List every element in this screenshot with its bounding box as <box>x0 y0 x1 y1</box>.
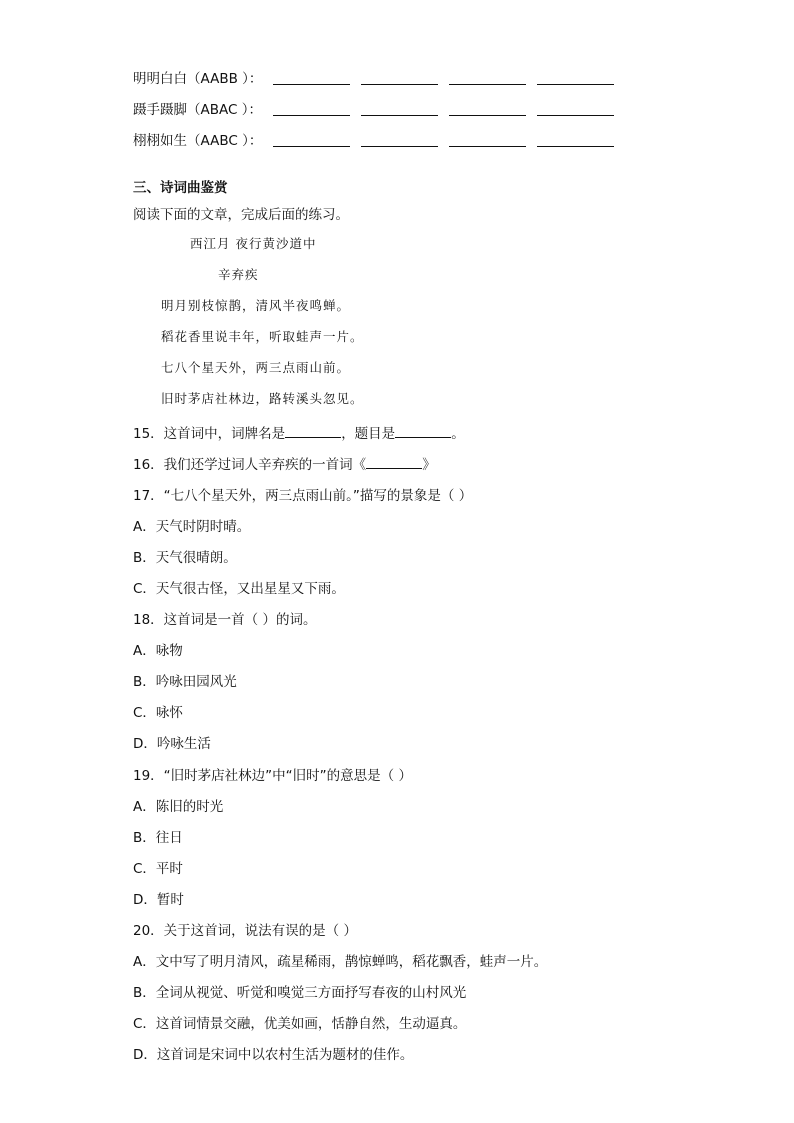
option-b[interactable]: B．往日 <box>133 830 183 846</box>
option-d[interactable]: D．吟咏生活 <box>133 736 211 752</box>
option-c[interactable]: C．咏怀 <box>133 705 183 721</box>
question-15 <box>133 422 465 442</box>
answer-blank[interactable] <box>449 132 526 147</box>
poem-line: 稻花香里说丰年，听取蛙声一片。 <box>161 329 364 344</box>
question-19-stem: 19．“旧时茅店社林边”中“旧时”的意思是（ ） <box>133 768 412 784</box>
answer-blank[interactable] <box>361 101 438 116</box>
q15-text-c: 。 <box>451 426 465 442</box>
answer-blank[interactable] <box>537 132 614 147</box>
answer-blank[interactable] <box>449 70 526 85</box>
fill-label-aabc: 栩栩如生（AABC ）： <box>133 133 263 149</box>
answer-blank[interactable] <box>273 132 350 147</box>
answer-blank[interactable] <box>537 101 614 116</box>
answer-blank[interactable] <box>395 424 451 438</box>
q16-text-a: 16．我们还学过词人辛弃疾的一首词《 <box>133 457 367 473</box>
option-b[interactable]: B．天气很晴朗。 <box>133 550 237 566</box>
answer-blank[interactable] <box>361 70 438 85</box>
poem-line: 明月别枝惊鹊，清风半夜鸣蝉。 <box>161 298 351 313</box>
poem-line: 七八个星天外，两三点雨山前。 <box>161 360 351 375</box>
answer-blank[interactable] <box>366 455 422 469</box>
fill-row-aabb <box>133 67 625 87</box>
fill-label-aabb: 明明白白（AABB ）： <box>133 71 263 87</box>
poem-author: 辛弃疾 <box>218 267 259 282</box>
answer-blank[interactable] <box>285 424 341 438</box>
option-c[interactable]: C．这首词情景交融，优美如画，恬静自然，生动逼真。 <box>133 1016 467 1032</box>
option-c[interactable]: C．平时 <box>133 861 183 877</box>
question-16 <box>133 453 436 473</box>
answer-blank[interactable] <box>449 101 526 116</box>
fill-row-abac <box>133 98 625 118</box>
q15-text-a: 15．这首词中，词牌名是 <box>133 426 286 442</box>
option-c[interactable]: C．天气很古怪，又出星星又下雨。 <box>133 581 345 597</box>
instruction-text: 阅读下面的文章，完成后面的练习。 <box>133 207 349 223</box>
question-20-stem: 20．关于这首词，说法有误的是（ ） <box>133 923 357 939</box>
option-b[interactable]: B．全词从视觉、听觉和嗅觉三方面抒写春夜的山村风光 <box>133 985 467 1001</box>
fill-label-abac: 蹑手蹑脚（ABAC ）： <box>133 102 262 118</box>
q15-text-b: ，题目是 <box>341 426 396 442</box>
question-17-stem: 17．“七八个星天外，两三点雨山前。”描写的景象是（ ） <box>133 488 473 504</box>
answer-blank[interactable] <box>361 132 438 147</box>
option-b[interactable]: B．吟咏田园风光 <box>133 674 237 690</box>
answer-blank[interactable] <box>273 70 350 85</box>
option-a[interactable]: A．陈旧的时光 <box>133 799 224 815</box>
option-d[interactable]: D．暂时 <box>133 892 184 908</box>
question-18-stem: 18．这首词是一首（ ）的词。 <box>133 612 317 628</box>
fill-row-aabc <box>133 129 625 149</box>
poem-title: 西江月 夜行黄沙道中 <box>190 236 317 251</box>
option-a[interactable]: A．文中写了明月清风，疏星稀雨，鹊惊蝉鸣，稻花飘香，蛙声一片。 <box>133 954 548 970</box>
option-a[interactable]: A．天气时阴时晴。 <box>133 519 251 535</box>
option-d[interactable]: D．这首词是宋词中以农村生活为题材的佳作。 <box>133 1047 414 1063</box>
answer-blank[interactable] <box>537 70 614 85</box>
section-title: 三、诗词曲鉴赏 <box>133 180 228 196</box>
option-a[interactable]: A．咏物 <box>133 643 183 659</box>
q16-text-b: 》 <box>422 457 436 473</box>
poem-line: 旧时茅店社林边，路转溪头忽见。 <box>161 391 364 406</box>
answer-blank[interactable] <box>273 101 350 116</box>
